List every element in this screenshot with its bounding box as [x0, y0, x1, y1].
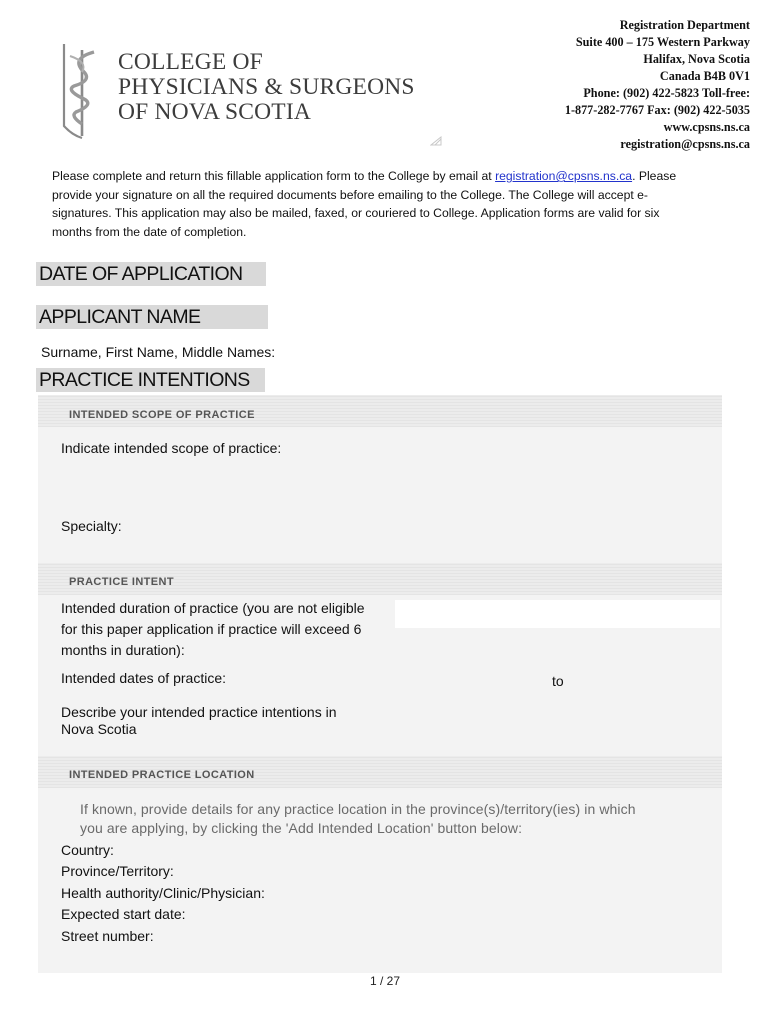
province-territory-label: Province/Territory: — [61, 863, 174, 879]
instructions-paragraph: Please complete and return this fillable application form to the College by email at registration@cpsns.ns.ca. Please provide your signature on all the required documents before emailing to the College. The College will accept e-signatures. This application may also be mailed, faxed, or couriered to College. Application forms are valid for six months from the date of completion. — [52, 169, 677, 239]
address-line: Suite 400 – 175 Western Parkway — [575, 35, 750, 49]
resize-corner-icon — [430, 136, 442, 146]
dates-to-label: to — [552, 673, 564, 689]
section-heading-date-of-application: DATE OF APPLICATION — [36, 262, 266, 286]
practice-duration-input[interactable] — [395, 600, 720, 628]
describe-intentions-label: Describe your intended practice intentions in Nova Scotia — [61, 704, 337, 737]
specialty-label: Specialty: — [61, 518, 122, 534]
address-line: Phone: (902) 422-5823 Toll-free: — [583, 86, 750, 100]
practice-intentions-panel — [38, 395, 722, 973]
page-indicator: 1 / 27 — [369, 974, 401, 988]
logo-line-2: PHYSICIANS & SURGEONS — [118, 74, 415, 100]
section-heading-applicant-name: APPLICANT NAME — [36, 305, 268, 329]
subsection-heading-scope: INTENDED SCOPE OF PRACTICE — [69, 409, 255, 421]
practice-dates-label: Intended dates of practice: — [61, 670, 226, 686]
health-authority-label: Health authority/Clinic/Physician: — [61, 885, 265, 901]
address-line: registration@cpsns.ns.ca — [620, 137, 750, 151]
subsection-heading-practice-location: INTENDED PRACTICE LOCATION — [69, 769, 255, 781]
street-number-label: Street number: — [61, 928, 154, 944]
scope-of-practice-label: Indicate intended scope of practice: — [61, 440, 282, 456]
section-heading-practice-intentions: PRACTICE INTENTIONS — [36, 368, 265, 392]
practice-duration-label: Intended duration of practice (you are not eligible for this paper application if practice will exceed 6 months in duration): — [61, 600, 365, 658]
registration-email-link[interactable]: registration@cpsns.ns.ca — [495, 169, 633, 183]
address-line: Halifax, Nova Scotia — [643, 52, 750, 66]
country-label: Country: — [61, 842, 114, 858]
expected-start-date-label: Expected start date: — [61, 906, 186, 922]
subsection-heading-practice-intent: PRACTICE INTENT — [69, 576, 174, 588]
location-instructions-hint: If known, provide details for any practice location in the province(s)/territory(ies) in which you are applying, by clicking the 'Add Intended Location' button below: — [80, 801, 636, 836]
logo-line-1: COLLEGE OF — [118, 49, 263, 75]
address-line: 1-877-282-7767 Fax: (902) 422-5035 — [564, 103, 750, 117]
address-line: Canada B4B 0V1 — [659, 69, 750, 83]
caduceus-logo-icon — [58, 42, 106, 140]
address-line: www.cpsns.ns.ca — [663, 120, 750, 134]
logo-line-3: OF NOVA SCOTIA — [118, 99, 312, 125]
organization-logo-text — [118, 50, 415, 125]
contact-address-block — [565, 17, 750, 153]
applicant-name-label: Surname, First Name, Middle Names: — [41, 344, 276, 360]
address-line: Registration Department — [619, 18, 750, 32]
